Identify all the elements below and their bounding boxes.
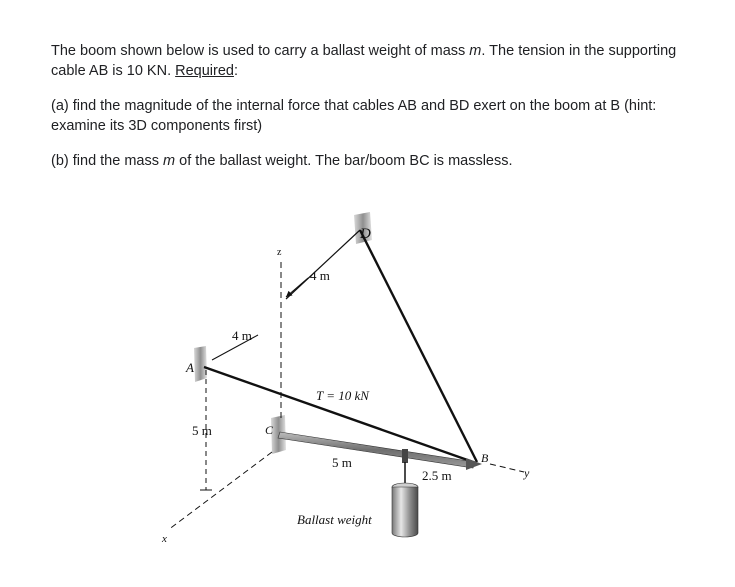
cable-to-d-upper [286,230,360,299]
ballast-body [392,487,418,537]
boom-diagram [140,200,580,570]
label-point-b: B [481,451,489,465]
y-axis-line [490,464,524,472]
label-axis-x: x [162,533,167,545]
required-label: Required [175,63,234,79]
label-dim-5m-vertical: 5 m [192,423,212,438]
wall-support-a [194,346,207,382]
part-b [51,151,691,171]
label-point-c: C [265,423,274,437]
problem-statement [51,41,691,171]
part-a: (a) find the magnitude of the internal force that cables AB and BD exert on the boom at B (hint: examine its 3D components first) [51,98,657,134]
label-tension: T = 10 kN [316,388,369,403]
intro-mass-symbol: m [469,43,482,59]
problem-intro [51,41,691,81]
label-axis-y: y [524,466,530,480]
label-dim-4m-left: 4 m [232,328,252,343]
label-dim-4m-upper: 4 m [310,268,330,283]
boom-cb [278,432,475,468]
boom-figure [140,200,580,570]
ballast-collar [402,449,408,463]
label-ballast: Ballast weight [297,512,372,527]
label-axis-z: z [277,247,282,258]
label-point-d: D [360,226,371,242]
label-dim-2-5m: 2.5 m [422,468,452,483]
required-colon: : [233,63,238,79]
intro-text-1: The boom shown below is used to carry a ballast weight of mass [51,43,470,59]
part-b-text-1: (b) find the mass [51,153,164,169]
intro-text-2: . The tension in the supporting cable AB is 10 KN. [51,43,677,79]
x-axis-line [168,452,272,530]
dim-4m-upper-arrow [286,278,308,297]
part-b-text-2: of the ballast weight. The bar/boom BC is massless. [175,153,513,169]
label-point-a: A [186,360,194,375]
boom-tip-b [466,458,482,470]
label-dim-5m-boom: 5 m [332,455,352,470]
part-b-mass-symbol: m [163,153,176,169]
